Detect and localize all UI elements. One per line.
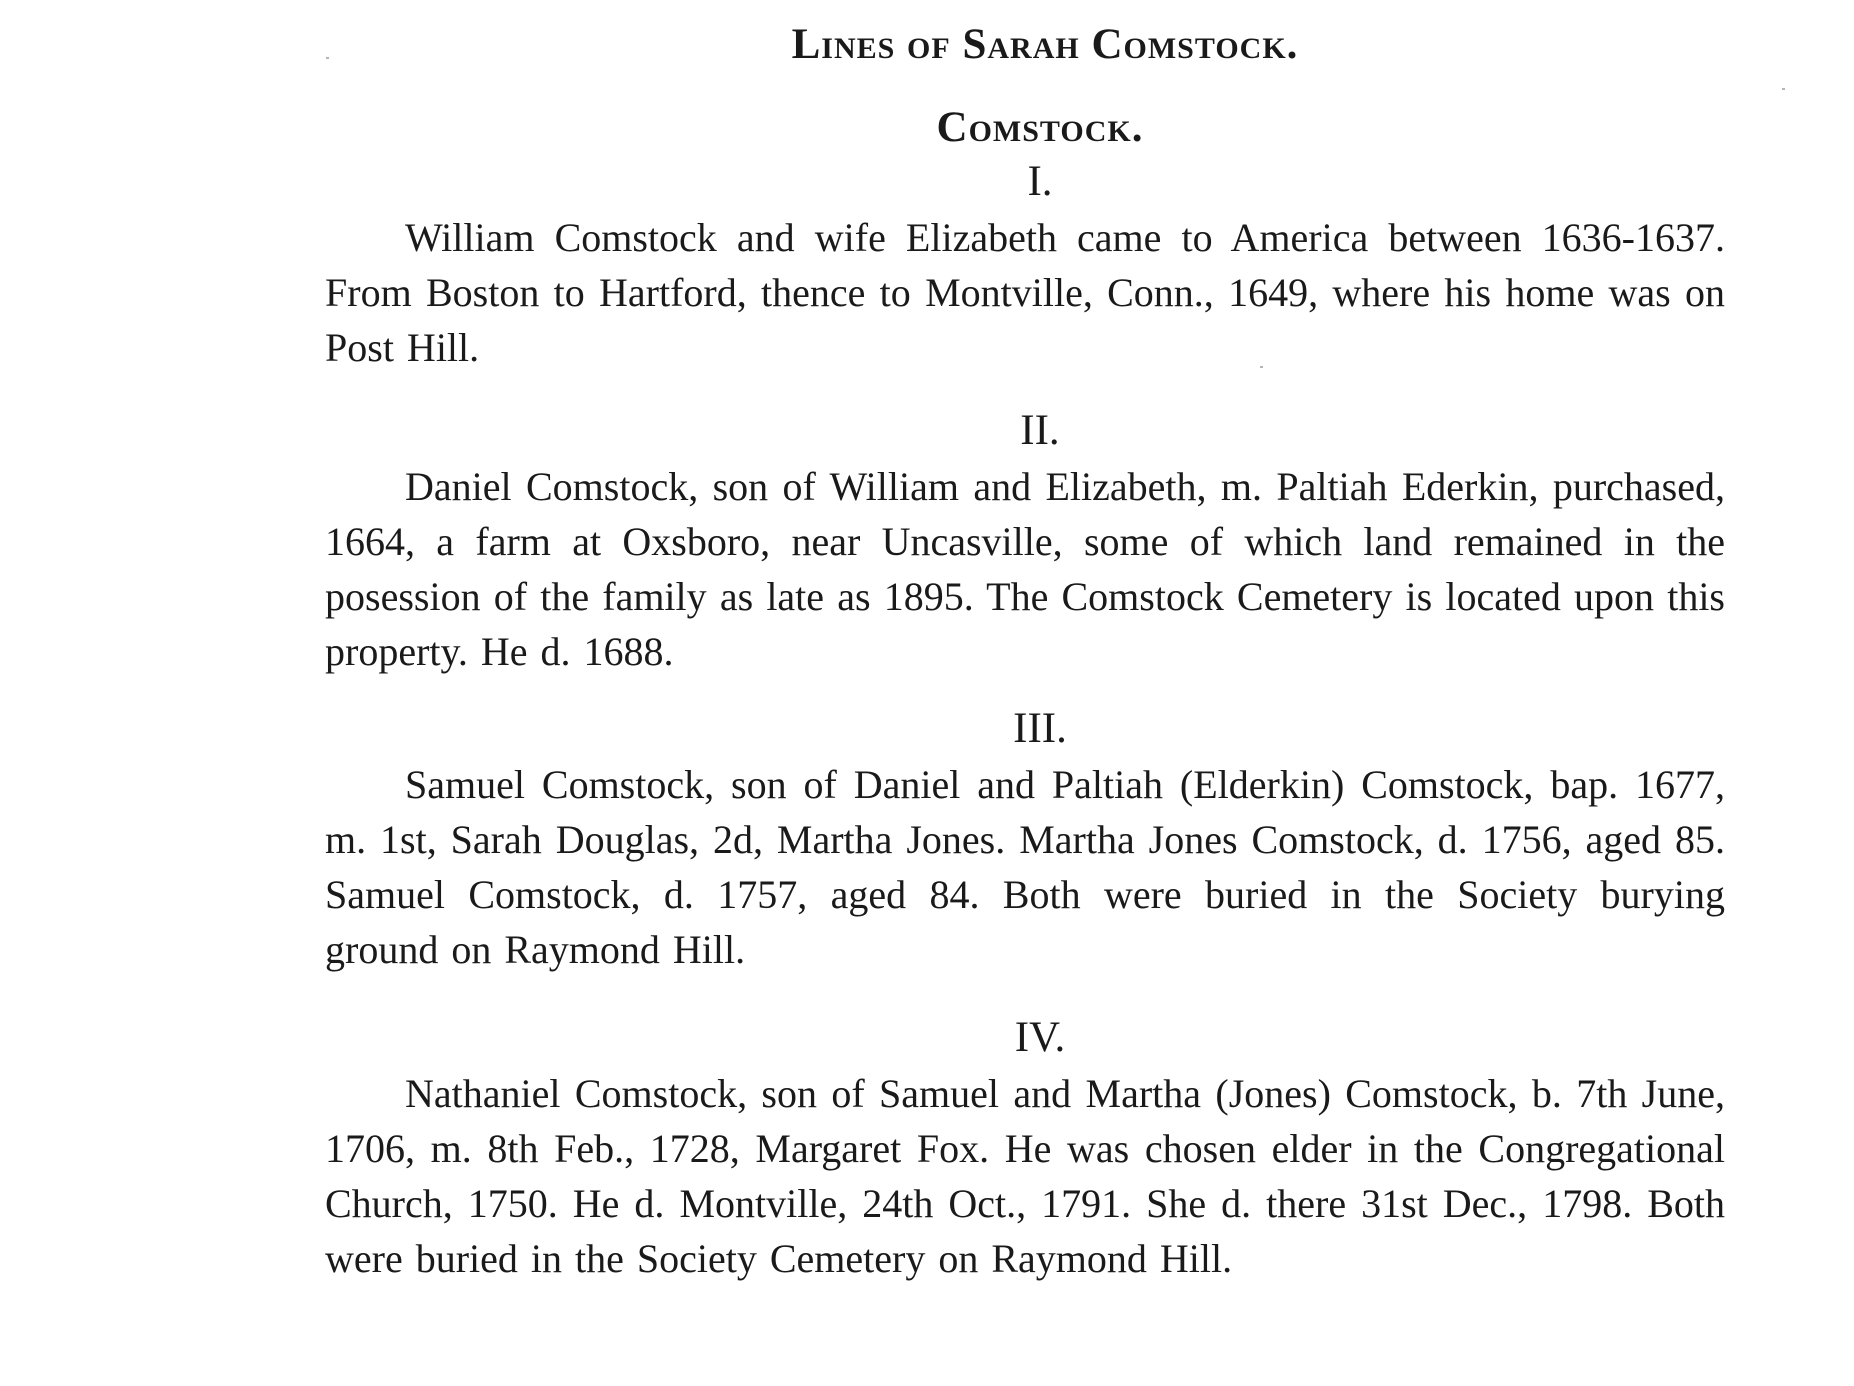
generation-section (325, 403, 1725, 679)
document-page (325, 14, 1725, 1286)
generation-numeral: I. (1027, 158, 1053, 205)
family-heading: Comstock. (936, 104, 1144, 151)
document-title: Lines of Sarah Comstock. (791, 21, 1299, 68)
generation-numeral: IV. (1014, 1014, 1066, 1061)
generation-paragraph: Daniel Comstock, son of William and Elizabeth, m. Paltiah Ederkin, purchased, 1664, a farm at Oxsboro, near Uncasville, some of which land remained in the posession of the family as late as 1895. The Comstock Cemetery is located upon this property. He d. 1688. (325, 464, 1725, 674)
generation-paragraph: Samuel Comstock, son of Daniel and Paltiah (Elderkin) Comstock, bap. 1677, m. 1st, Sarah Douglas, 2d, Martha Jones. Martha Jones Comstock, d. 1756, aged 85. Samuel Comstock, d. 1757, aged 84. Both were buried in the Society burying ground on Raymond Hill. (325, 762, 1725, 972)
generation-section (325, 154, 1725, 375)
generation-paragraph: William Comstock and wife Elizabeth came to America between 1636-1637. From Boston to Hartford, thence to Montville, Conn., 1649, where his home was on Post Hill. (325, 215, 1725, 370)
scan-speck (1782, 88, 1785, 90)
generation-section (325, 1010, 1725, 1286)
generation-paragraph: Nathaniel Comstock, son of Samuel and Martha (Jones) Comstock, b. 7th June, 1706, m. 8th Feb., 1728, Margaret Fox. He was chosen elder in the Congregational Church, 1750. He d. Montville, 24th Oct., 1791. She d. there 31st Dec., 1798. Both were buried in the Society Cemetery on Raymond Hill. (325, 1071, 1725, 1281)
generation-section (325, 701, 1725, 977)
generation-numeral: III. (1013, 705, 1067, 752)
generation-numeral: II. (1020, 407, 1060, 454)
